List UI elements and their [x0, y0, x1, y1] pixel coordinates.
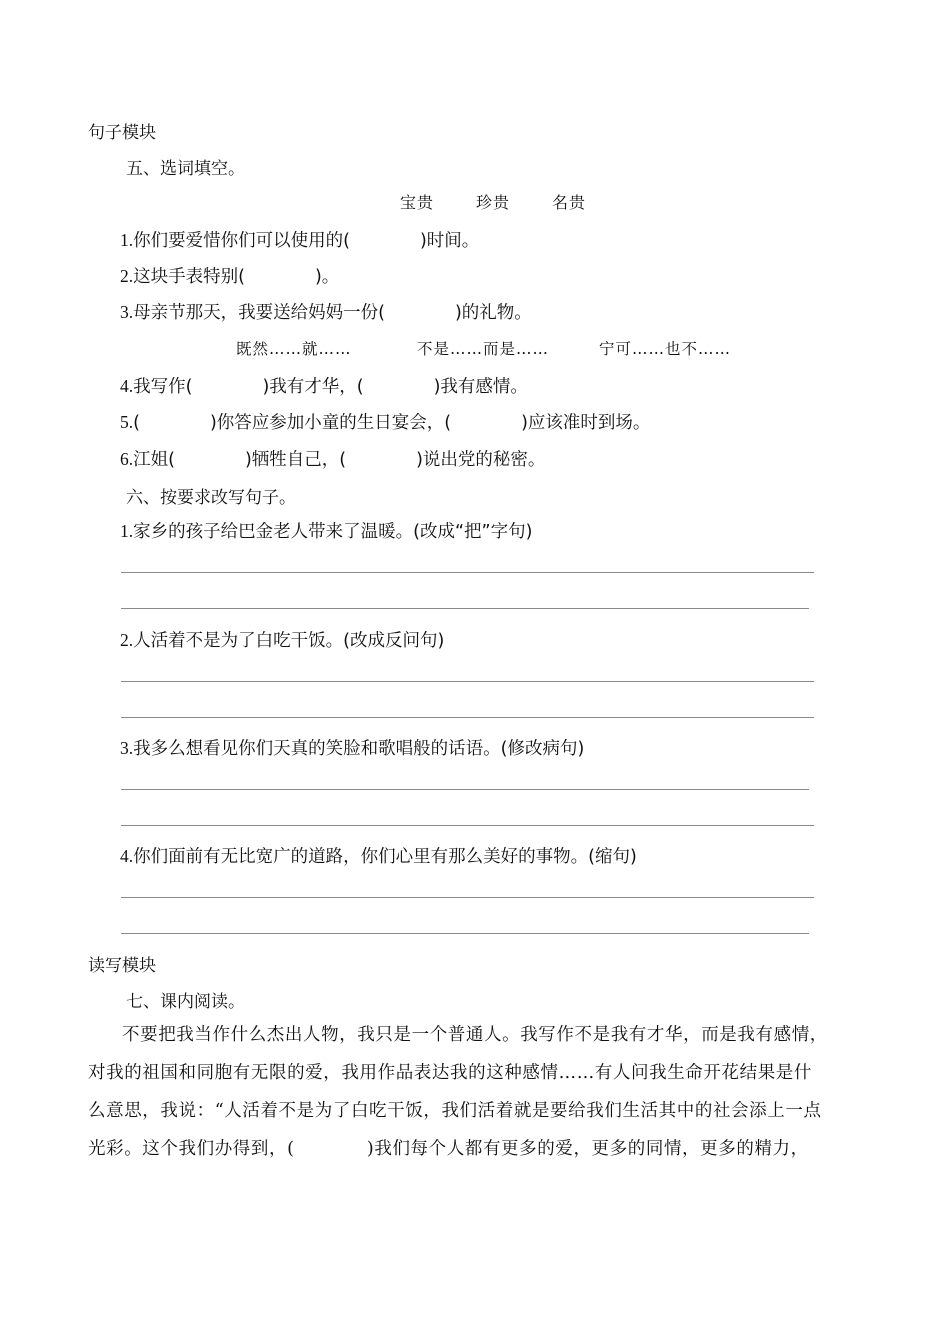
- item-text: ( )你答应参加小童的生日宴会，( )应该准时到场。: [133, 413, 651, 433]
- answer-line[interactable]: [121, 608, 809, 609]
- word-bank-item: 珍贵: [476, 193, 511, 212]
- item-text: 母亲节那天，我要送给妈妈一份( )的礼物。: [133, 303, 532, 323]
- question-5-heading: 五、选词填空。: [126, 159, 245, 179]
- passage-line: 对我的祖国和同胞有无限的爱，我用作品表达我的这种感情……有人问我生命开花结果是什: [88, 1063, 812, 1083]
- item-text: 我多么想看见你们天真的笑脸和歌唱般的话语。(修改病句): [133, 739, 585, 759]
- item-number: 2.: [120, 630, 134, 650]
- item-number: 3.: [120, 302, 134, 322]
- question-6-heading: 六、按要求改写句子。: [126, 488, 296, 508]
- question-5-item-1: [120, 227, 479, 252]
- answer-line[interactable]: [121, 789, 809, 790]
- question-7-heading: 七、课内阅读。: [126, 992, 245, 1012]
- question-5-item-6: [120, 446, 545, 471]
- answer-line[interactable]: [121, 572, 814, 573]
- answer-line[interactable]: [121, 825, 814, 826]
- item-text: 我写作( )我有才华，( )我有感情。: [133, 377, 528, 397]
- word-bank-item: 宝贵: [400, 193, 435, 212]
- item-number: 1.: [120, 521, 134, 541]
- section-title-reading: 读写模块: [88, 956, 156, 976]
- question-5-item-5: [120, 409, 650, 434]
- question-5-item-4: [120, 373, 528, 398]
- item-text: 这块手表特别( )。: [133, 267, 340, 287]
- item-text: 江姐( )牺牲自己，( )说出党的秘密。: [133, 450, 546, 470]
- item-text: 你们面前有无比宽广的道路，你们心里有那么美好的事物。(缩句): [133, 847, 637, 867]
- item-text: 家乡的孩子给巴金老人带来了温暖。(改成“把”字句): [133, 522, 533, 542]
- item-text: 人活着不是为了白吃干饭。(改成反问句): [133, 631, 445, 651]
- item-number: 6.: [120, 449, 134, 469]
- word-bank-item: 宁可……也不……: [599, 340, 732, 358]
- passage-line: 不要把我当作什么杰出人物，我只是一个普通人。我写作不是我有才华，而是我有感情，: [122, 1025, 828, 1045]
- item-number: 5.: [120, 412, 134, 432]
- item-number: 3.: [120, 738, 134, 758]
- question-6-item-3: [120, 735, 584, 760]
- question-6-item-2: [120, 627, 444, 652]
- passage-line: 么意思，我说：“人活着不是为了白吃干饭，我们活着就是要给我们生活其中的社会添上一点: [88, 1101, 822, 1121]
- question-6-item-4: [120, 843, 637, 868]
- answer-line[interactable]: [121, 897, 814, 898]
- passage-line: 光彩。这个我们办得到，( )我们每个人都有更多的爱，更多的同情，更多的精力，: [88, 1139, 809, 1159]
- question-6-item-1: [120, 518, 532, 543]
- item-number: 1.: [120, 230, 134, 250]
- word-bank-item: 不是……而是……: [417, 340, 550, 358]
- word-bank-item: 既然……就……: [236, 340, 352, 358]
- answer-line[interactable]: [121, 681, 814, 682]
- question-5-item-2: [120, 263, 339, 288]
- item-number: 4.: [120, 846, 134, 866]
- section-title-sentence: 句子模块: [88, 123, 156, 143]
- item-number: 4.: [120, 376, 134, 396]
- question-5-item-3: [120, 299, 532, 324]
- word-bank-item: 名贵: [552, 193, 587, 212]
- item-text: 你们要爱惜你们可以使用的( )时间。: [133, 231, 480, 251]
- answer-line[interactable]: [121, 933, 809, 934]
- answer-line[interactable]: [121, 717, 814, 718]
- item-number: 2.: [120, 266, 134, 286]
